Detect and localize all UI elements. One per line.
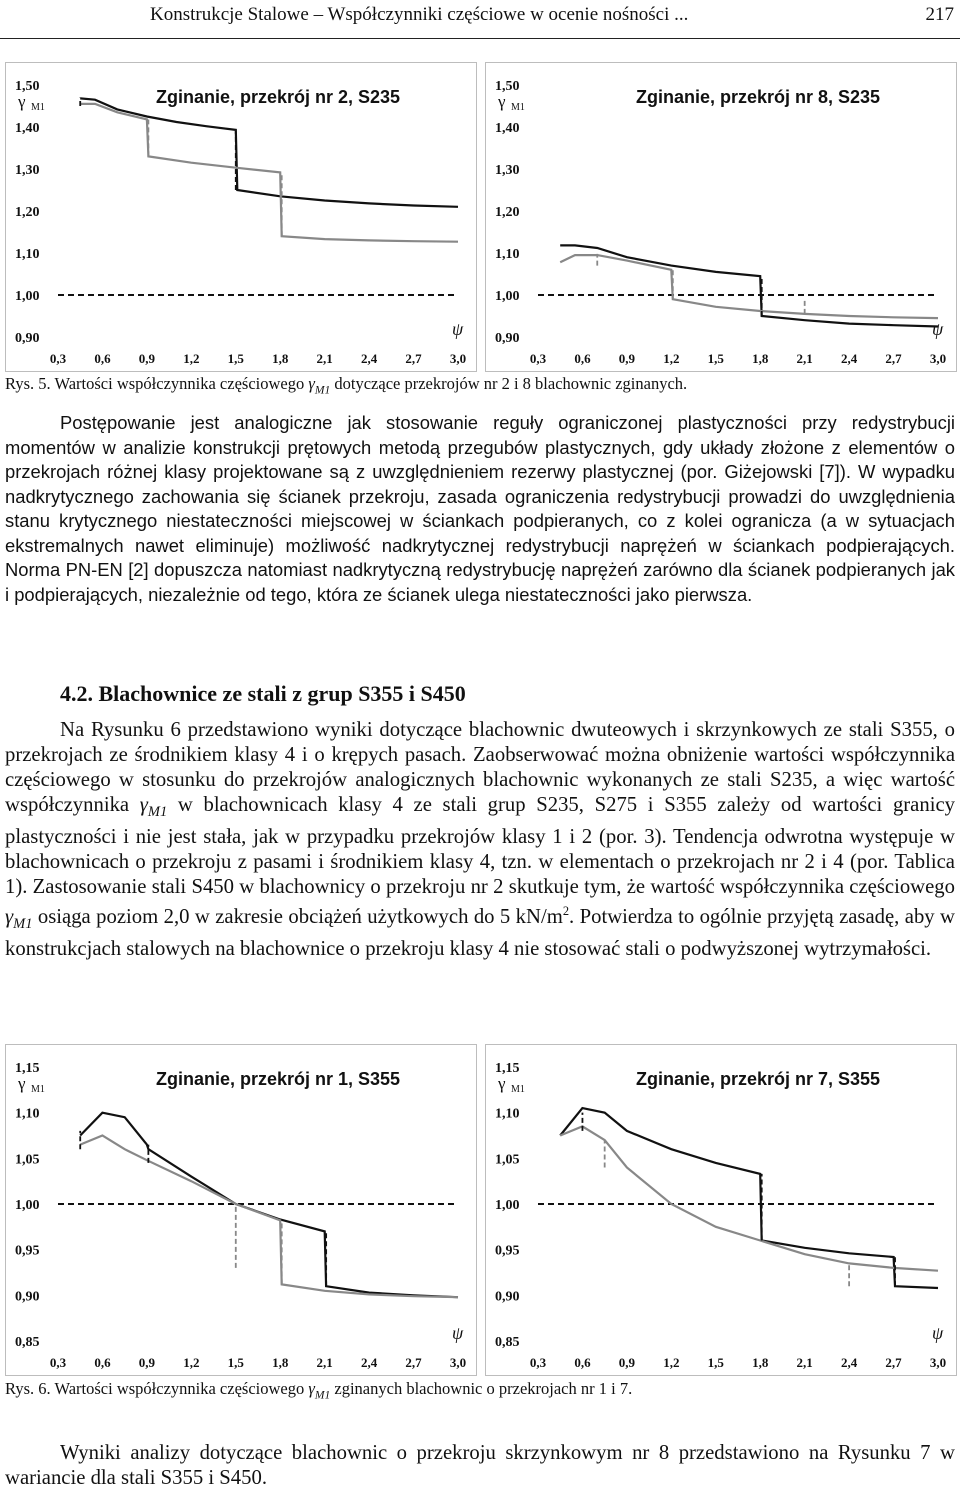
chart-title: Zginanie, przekrój nr 7, S355 bbox=[635, 1069, 881, 1089]
x-axis-label: ψ bbox=[452, 1323, 464, 1343]
x-tick-label: 2,1 bbox=[316, 351, 333, 366]
figure6-left-panel bbox=[5, 1044, 477, 1376]
y-tick-label: 1,20 bbox=[495, 205, 520, 220]
section-heading: 4.2. Blachownice ze stali z grup S355 i S450 bbox=[60, 681, 466, 706]
y-tick-label: 1,00 bbox=[495, 1198, 520, 1213]
x-tick-label: 2,7 bbox=[405, 1355, 422, 1370]
gamma-symbol: $\gamma_{M1}$ bbox=[308, 374, 331, 397]
x-tick-label: 1,5 bbox=[707, 351, 724, 366]
y-tick-label: 0,90 bbox=[15, 1289, 40, 1305]
y-tick-label: 0,85 bbox=[15, 1335, 40, 1350]
y-axis-label-sub: M1 bbox=[31, 1084, 45, 1095]
y-axis-label-sub: M1 bbox=[511, 102, 525, 113]
y-tick-label: 1,10 bbox=[15, 247, 40, 262]
y-tick-label: 1,00 bbox=[15, 289, 40, 304]
x-tick-label: 1,2 bbox=[663, 1355, 680, 1370]
x-tick-label: 1,8 bbox=[752, 1355, 769, 1370]
paragraph-2: Na Rysunku 6 przedstawiono wyniki dotyczące blachownic dwuteowych i skrzynkowych ze stali S355, o przekrojach ze środnikiem klasy 4 i o krępych pasach. Zaobserwować można obniżenie wartości współczynnika częściowego w stosunku do przekrojów analogicznych blachownic wykonanych ze stali S235, a więc wartość współczynnika $\gamma_{M1}$ w blachownicach klasy 4 ze stali grup S235, S275 i S355 zależy od wartości granicy plastyczności i nie jest stała, jak w przypadku przekrojów klasy 1 i 2 (por. 3). Tendencja odwrotna występuje w blachownicach o przekroju z pasami i środnikiem klasy 4, tzn. w elementach o przekrojach nr 2 i 4 (por. Tablica 1). Zastosowanie stali S450 w blachownicy o przekroju nr 2 skutkuje tym, że wartość współczynnika częściowego $\gamma_{M1}$ osiąga poziom 2,0 w zakresie obciążeń użytkowych do 5 $kN/m^2$. Potwierdza to ogólnie przyjętą zasadę, aby w konstrukcjach stalowych na blachownice o przekroju klasy 4 nie stosować stali o podwyższonej wytrzymałości. bbox=[5, 719, 955, 961]
y-tick-label: 1,40 bbox=[15, 121, 40, 136]
x-tick-label: 0,6 bbox=[94, 351, 111, 366]
x-tick-label: 2,4 bbox=[840, 1355, 858, 1370]
page-number: 217 bbox=[925, 4, 954, 25]
figure6-right-panel bbox=[485, 1044, 957, 1376]
x-tick-label: 3,0 bbox=[929, 1355, 947, 1370]
x-tick-label: 2,7 bbox=[885, 1355, 902, 1370]
series-line bbox=[80, 104, 458, 242]
x-tick-label: 1,8 bbox=[272, 351, 289, 366]
x-tick-label: 3,0 bbox=[449, 351, 467, 366]
x-tick-label: 1,2 bbox=[663, 351, 680, 366]
x-tick-label: 0,3 bbox=[49, 1355, 67, 1370]
chart-section-7-s355 bbox=[486, 1045, 956, 1375]
x-tick-label: 2,4 bbox=[360, 1355, 378, 1370]
x-tick-label: 0,6 bbox=[574, 351, 591, 366]
y-tick-label: 1,15 bbox=[15, 1061, 40, 1076]
chart-section-8-s235 bbox=[486, 63, 956, 371]
x-axis-label: ψ bbox=[452, 319, 464, 339]
x-tick-label: 2,7 bbox=[885, 351, 902, 366]
x-tick-label: 2,1 bbox=[316, 1355, 333, 1370]
x-tick-label: 2,1 bbox=[796, 351, 813, 366]
x-tick-label: 2,1 bbox=[796, 1355, 813, 1370]
y-axis-label-sub: M1 bbox=[511, 1084, 525, 1095]
y-tick-label: 1,00 bbox=[495, 289, 520, 304]
paragraph-3: Wyniki analizy dotyczące blachownic o przekroju skrzynkowym nr 8 przedstawiono na Rysunku 7 w wariancie dla stali S355 i S450. bbox=[5, 1442, 955, 1489]
x-tick-label: 3,0 bbox=[449, 1355, 467, 1370]
y-axis-label-sub: M1 bbox=[31, 102, 45, 113]
y-tick-label: 1,05 bbox=[495, 1152, 520, 1168]
y-tick-label: 1,10 bbox=[15, 1106, 40, 1122]
y-axis-label: γ bbox=[498, 1074, 506, 1093]
x-tick-label: 2,4 bbox=[360, 351, 378, 366]
x-tick-label: 0,3 bbox=[529, 1355, 547, 1370]
y-tick-label: 0,85 bbox=[495, 1335, 520, 1350]
gamma-symbol: $\gamma_{M1}$ bbox=[308, 1379, 331, 1402]
series-line bbox=[560, 255, 938, 318]
y-tick-label: 0,90 bbox=[495, 331, 520, 346]
figure5-left-panel bbox=[5, 62, 477, 372]
figure6-caption: Rys. 6. Wartości współczynnika częściowego $\gamma_{M1}$ zginanych blachownic o przekrojach nr 1 i 7. bbox=[5, 1379, 633, 1402]
x-axis-label: ψ bbox=[932, 1323, 944, 1343]
y-axis-label: γ bbox=[18, 1074, 26, 1093]
x-tick-label: 0,9 bbox=[618, 1355, 636, 1370]
y-axis-label: γ bbox=[18, 92, 26, 111]
chart-section-2-s235 bbox=[6, 63, 476, 371]
x-tick-label: 0,9 bbox=[138, 1355, 156, 1370]
x-tick-label: 1,5 bbox=[707, 1355, 724, 1370]
y-tick-label: 0,90 bbox=[15, 331, 40, 346]
x-tick-label: 1,5 bbox=[227, 1355, 244, 1370]
series-line bbox=[80, 98, 458, 206]
y-tick-label: 1,30 bbox=[495, 163, 520, 178]
x-tick-label: 3,0 bbox=[929, 351, 947, 366]
chart-title: Zginanie, przekrój nr 2, S235 bbox=[155, 87, 401, 107]
x-tick-label: 0,6 bbox=[574, 1355, 591, 1370]
y-tick-label: 1,50 bbox=[495, 79, 520, 94]
x-tick-label: 1,2 bbox=[183, 351, 200, 366]
y-tick-label: 1,10 bbox=[495, 1106, 520, 1122]
y-tick-label: 0,90 bbox=[495, 1289, 520, 1305]
y-tick-label: 1,00 bbox=[15, 1198, 40, 1213]
x-tick-label: 2,4 bbox=[840, 351, 858, 366]
y-tick-label: 1,20 bbox=[15, 205, 40, 220]
y-axis-label: γ bbox=[498, 92, 506, 111]
running-title: Konstrukcje Stalowe – Współczynniki częściowe w ocenie nośności ... bbox=[150, 4, 689, 25]
y-tick-label: 1,05 bbox=[15, 1152, 40, 1168]
x-tick-label: 2,7 bbox=[405, 351, 422, 366]
y-tick-label: 1,30 bbox=[15, 163, 40, 178]
y-tick-label: 0,95 bbox=[15, 1243, 40, 1259]
x-tick-label: 0,3 bbox=[529, 351, 547, 366]
y-tick-label: 1,15 bbox=[495, 1061, 520, 1076]
x-tick-label: 1,8 bbox=[272, 1355, 289, 1370]
chart-title: Zginanie, przekrój nr 1, S355 bbox=[155, 1069, 401, 1089]
y-tick-label: 1,40 bbox=[495, 121, 520, 136]
x-tick-label: 1,5 bbox=[227, 351, 244, 366]
chart-title: Zginanie, przekrój nr 8, S235 bbox=[635, 87, 881, 107]
series-line bbox=[80, 1136, 458, 1298]
y-tick-label: 1,50 bbox=[15, 79, 40, 94]
chart-section-1-s355 bbox=[6, 1045, 476, 1375]
series-line bbox=[560, 1126, 938, 1270]
x-tick-label: 1,2 bbox=[183, 1355, 200, 1370]
running-header bbox=[0, 0, 960, 39]
x-tick-label: 0,3 bbox=[49, 351, 67, 366]
x-tick-label: 1,8 bbox=[752, 351, 769, 366]
x-axis-label: ψ bbox=[932, 319, 944, 339]
figure5-caption: Rys. 5. Wartości współczynnika częściowego $\gamma_{M1}$ dotyczące przekrojów nr 2 i 8 blachownic zginanych. bbox=[5, 374, 688, 397]
paragraph-1: Postępowanie jest analogiczne jak stosowanie reguły ograniczonej plastyczności przy redystrybucji momentów w analizie konstrukcji prętowych metodą przegubów plastycznych, gdy układy złożone z elementów o przekrojach różnej klasy projektowane są z uwzględnieniem rezerwy plastycznej (por. Giżejowski [7]). W wypadku nadkrytycznego zachowania się ścianek przekroju, zasada ograniczenia redystrybucji prowadzi do uwzględnienia stanu krytycznego niestateczności miejscowej w ściankach podpieranych, co z kolei ogranicza (a w sytuacjach ekstremalnych nawet eliminuje) możliwość nadkrytycznej redystrybucji naprężeń w ściankach podpierających. Norma PN-EN [2] dopuszcza natomiast nadkrytyczną redystrybucję naprężeń zarówno dla ścianek podpieranych jak i podpierających, niezależnie od tego, która ze ścianek ulega niestateczności jako pierwsza. bbox=[5, 412, 956, 605]
figure5-right-panel bbox=[485, 62, 957, 372]
x-tick-label: 0,6 bbox=[94, 1355, 111, 1370]
y-tick-label: 0,95 bbox=[495, 1243, 520, 1259]
y-tick-label: 1,10 bbox=[495, 247, 520, 262]
series-line bbox=[560, 1108, 938, 1288]
x-tick-label: 0,9 bbox=[138, 351, 156, 366]
series-line bbox=[560, 245, 938, 326]
x-tick-label: 0,9 bbox=[618, 351, 636, 366]
